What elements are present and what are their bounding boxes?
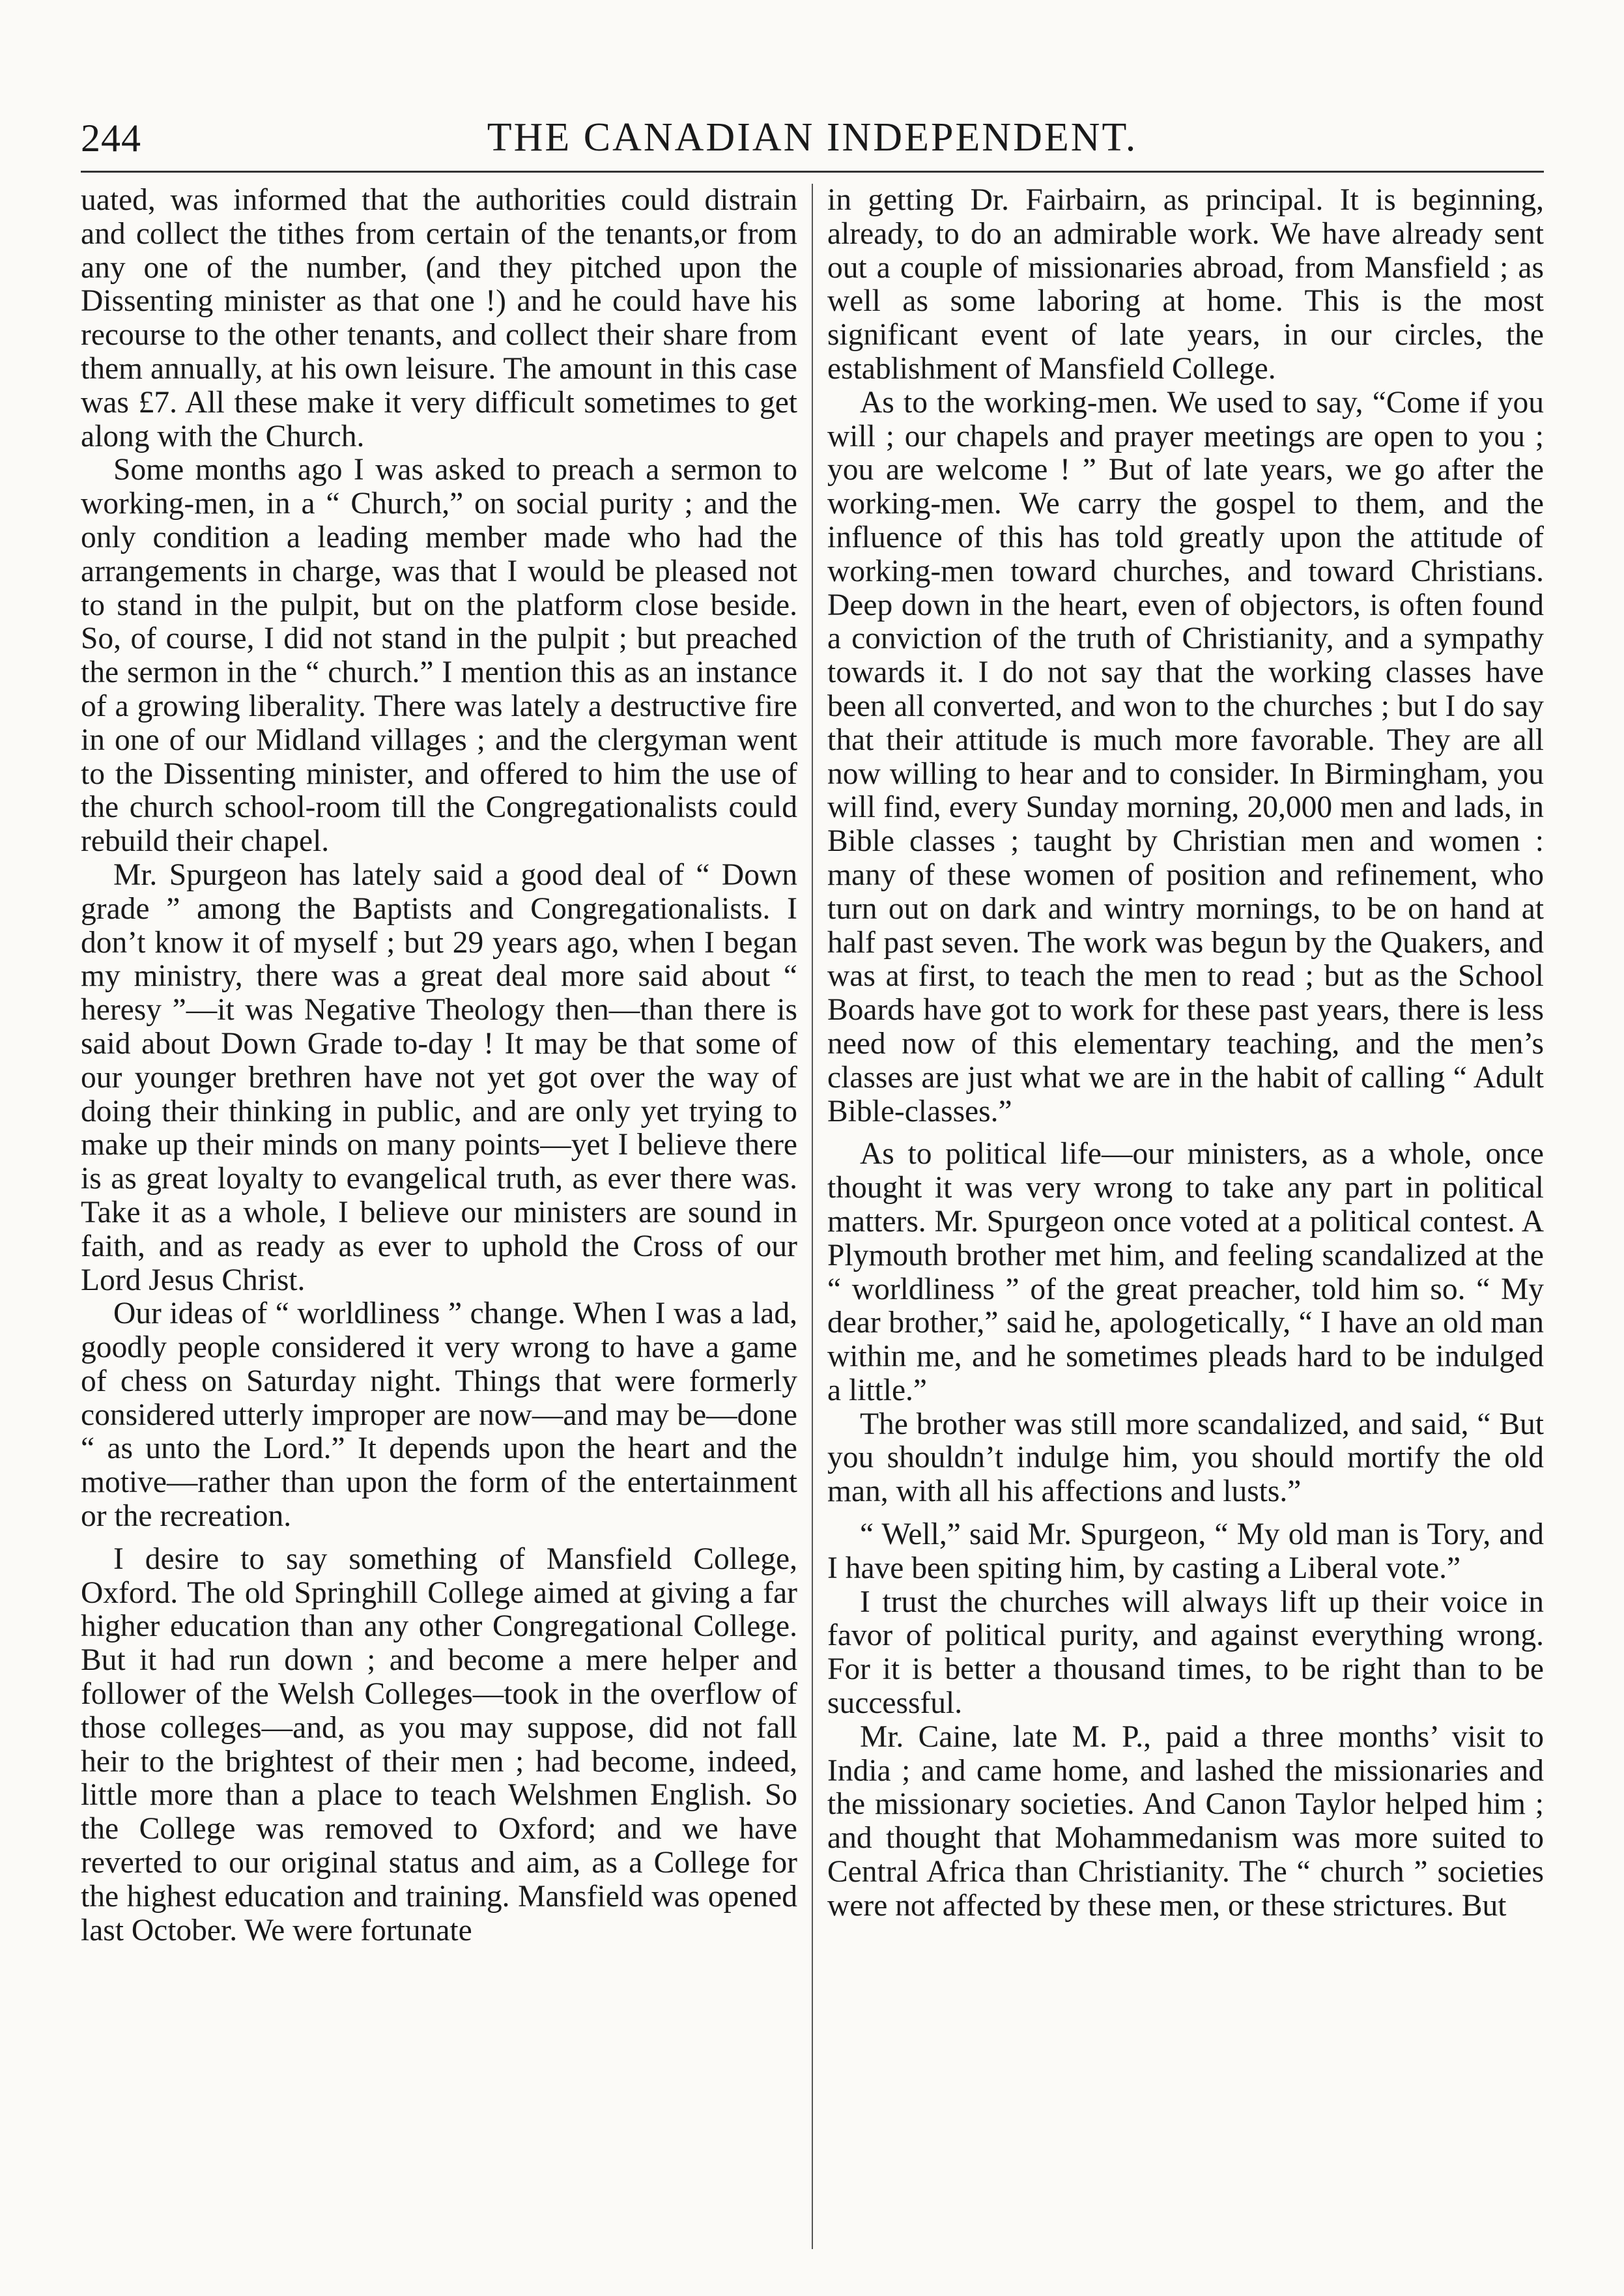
- paragraph: The brother was still more scandalized, and said, “ But you shouldn’t indulge him, you should mortify the old man, with all his affections and lusts.”: [827, 1407, 1544, 1509]
- paragraph: I desire to say something of Mansfield College, Oxford. The old Springhill College aimed at giving a far higher education than any other Congregational College. But it had run down ; and become a mere helper and follower of the Welsh Colleges—took in the overflow of those colleges—and, as you may suppose, did not fall heir to the brightest of their men ; had become, indeed, little more than a place to teach Welshmen English. So the College was removed to Oxford; and we have reverted to our original status and aim, as a College for the highest education and training. Mansfield was opened last October. We were fortunate: [81, 1542, 797, 1947]
- paragraph: I trust the churches will always lift up their voice in favor of political purity, and against everything wrong. For it is better a thousand times, to be right than to be successful.: [827, 1585, 1544, 1721]
- paragraph: Our ideas of “ worldliness ” change. When I was a lad, goodly people considered it very wrong to have a game of chess on Saturday night. Things that were formerly considered utterly improper are now—and may be—done “ as unto the Lord.” It depends upon the heart and the motive—rather than upon the form of the entertainment or the recreation.: [81, 1297, 797, 1534]
- header-rule: [81, 171, 1544, 173]
- paragraph: uated, was informed that the authorities could distrain and collect the tithes from certain of the tenants,or from any one of the number, (and they pitched upon the Dissenting minister as that one !) and he could have his recourse to the other tenants, and collect their share from them annually, at his own leisure. The amount in this case was £7. All these make it very difficult sometimes to get along with the Church.: [81, 184, 797, 453]
- paragraph: Some months ago I was asked to preach a sermon to working-men, in a “ Church,” on social purity ; and the only condition a leading member made who had the arrangements in charge, was that I would be pleased not to stand in the pulpit, but on the platform close beside. So, of course, I did not stand in the pulpit ; but preached the sermon in the “ church.” I mention this as an instance of a growing liberality. There was lately a destructive fire in one of our Midland villages ; and the clergyman went to the Dissenting minister, and offered to him the use of the church school-room till the Congregationalists could rebuild their chapel.: [81, 453, 797, 859]
- right-column: [827, 184, 1544, 2256]
- paragraph: Mr. Spurgeon has lately said a good deal of “ Down grade ” among the Baptists and Congregationalists. I don’t know it of myself ; but 29 years ago, when I began my ministry, there was a great deal more said about “ heresy ”—it was Negative Theology then—than there is said about Down Grade to-day ! It may be that some of our younger brethren have not yet got over the way of doing their thinking in public, and are only yet trying to make up their minds on many points—yet I believe there is as great loyalty to evangelical truth, as ever there was. Take it as a whole, I believe our ministers are sound in faith, and as ready as ever to uphold the Cross of our Lord Jesus Christ.: [81, 857, 797, 1297]
- paragraph: in getting Dr. Fairbairn, as principal. It is beginning, already, to do an admirable work. We have already sent out a couple of missionaries abroad, from Mansfield ; as well as some laboring at home. This is the most significant event of late years, in our circles, the establishment of Mansfield College.: [827, 184, 1544, 386]
- paragraph: Mr. Caine, late M. P., paid a three months’ visit to India ; and came home, and lashed the missionaries and the missionary societies. And Canon Taylor helped him ; and thought that Mohammedanism was more suited to Central Africa than Christianity. The “ church ” societies were not affected by these men, or these strictures. But: [827, 1719, 1544, 1923]
- running-title: THE CANADIAN INDEPENDENT.: [487, 115, 1138, 160]
- page-header: [81, 109, 1544, 169]
- paragraph: As to political life—our ministers, as a whole, once thought it was very wrong to take any part in political matters. Mr. Spurgeon once voted at a political contest. A Plymouth brother met him, and feeling scandalized at the “ worldliness ” of the great preacher, told him so. “ My dear brother,” said he, apologetically, “ I have an old man within me, and he sometimes pleads hard to be indulged a little.”: [827, 1137, 1544, 1407]
- paragraph: “ Well,” said Mr. Spurgeon, “ My old man is Tory, and I have been spiting him, by casting a Liberal vote.”: [827, 1517, 1544, 1585]
- page-number: 244: [81, 117, 141, 160]
- column-divider: [812, 184, 813, 2249]
- paragraph: As to the working-men. We used to say, “Come if you will ; our chapels and prayer meetings are open to you ; you are welcome ! ” But of late years, we go after the working-men. We carry the gospel to them, and the influence of this has told greatly upon the attitude of working-men toward churches, and toward Christians. Deep down in the heart, even of objectors, is often found a conviction of the truth of Christianity, and a sympathy towards it. I do not say that the working classes have been all converted, and won to the churches ; but I do say that their attitude is much more favorable. They are all now willing to hear and to consider. In Birmingham, you will find, every Sunday morning, 20,000 men and lads, in Bible classes ; taught by Christian men and women : many of these women of position and refinement, who turn out on dark and wintry mornings, to be on hand at half past seven. The work was begun by the Quakers, and was at first, to teach the men to read ; but as the School Boards have got to work for these past years, there is less need now of this elementary teaching, and the men’s classes are just what we are in the habit of calling “ Adult Bible-classes.”: [827, 385, 1544, 1128]
- left-column: [81, 184, 797, 2256]
